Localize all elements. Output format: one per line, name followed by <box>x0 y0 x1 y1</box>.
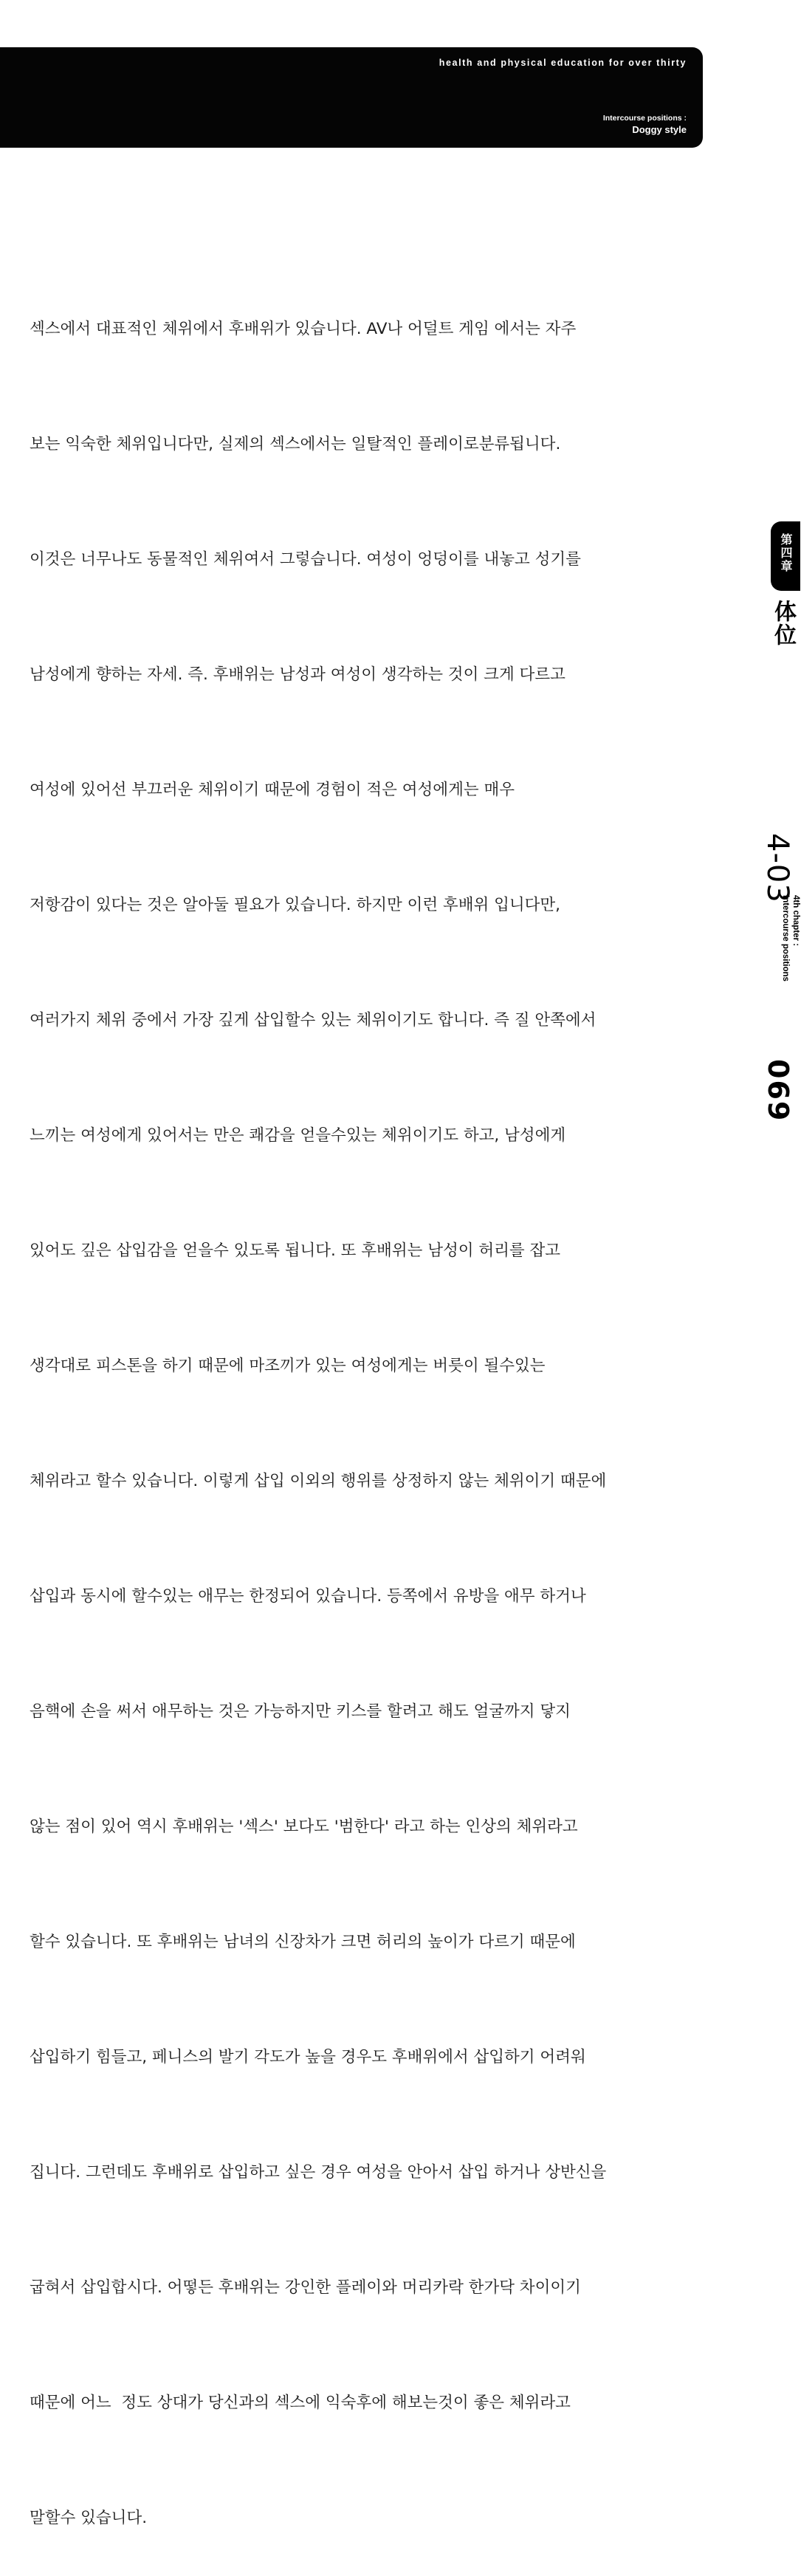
body-line: 삽입하기 힘들고, 페니스의 발기 각도가 높을 경우도 후배위에서 삽입하기 어려워 <box>30 2048 586 2066</box>
body-text <box>30 233 723 2576</box>
section-number: 4-03 <box>760 833 794 903</box>
body-line: 할수 있습니다. 또 후배위는 남녀의 신장차가 크면 허리의 높이가 다르기 때문에 <box>30 1933 576 1951</box>
body-line: 있어도 깊은 삽입감을 얻을수 있도록 됩니다. 또 후배위는 남성이 허리를 잡고 <box>30 1241 561 1260</box>
body-line: 말할수 있습니다. <box>30 2509 148 2527</box>
body-line: 체위라고 할수 있습니다. 이렇게 삽입 이외의 행위를 상정하지 않는 체위이기 때문에 <box>30 1472 607 1490</box>
body-line: 삽입과 동시에 할수있는 애무는 한정되어 있습니다. 등쪽에서 유방을 애무 하거나 <box>30 1587 586 1606</box>
section-heading-small: Intercourse positions : <box>602 114 687 123</box>
body-line: 굽혀서 삽입합시다. 어떻든 후배위는 강인한 플레이와 머리카락 한가닥 차이이기 <box>30 2278 581 2297</box>
chapter-tab-label: 第四章 <box>779 533 793 573</box>
section-heading <box>603 113 687 135</box>
section-heading-title: Doggy style <box>632 124 687 135</box>
series-title: health and physical education for over thirty <box>439 58 687 68</box>
body-line: 저항감이 있다는 것은 알아둘 필요가 있습니다. 하지만 이런 후배위 입니다만, <box>30 896 561 914</box>
body-line: 여러가지 체위 중에서 가장 깊게 삽입할수 있는 체위이기도 합니다. 즉 질 안쪽에서 <box>30 1011 597 1030</box>
body-line: 때문에 어느 정도 상대가 당신과의 섹스에 익숙후에 해보는것이 좋은 체위라고 <box>30 2394 571 2412</box>
body-line: 집니다. 그런데도 후배위로 삽입하고 싶은 경우 여성을 안아서 삽입 하거나 상반신을 <box>30 2163 607 2182</box>
body-line: 이것은 너무나도 동물적인 체위여서 그렇습니다. 여성이 엉덩이를 내놓고 성기를 <box>30 550 581 569</box>
page-number: 069 <box>762 1059 794 1123</box>
header-band <box>0 47 703 148</box>
body-line: 남성에게 향하는 자세. 즉. 후배위는 남성과 여성이 생각하는 것이 크게 다르고 <box>30 665 565 684</box>
chapter-title: 体位 <box>770 600 796 647</box>
body-line: 느끼는 여성에게 있어서는 만은 쾌감을 얻을수있는 체위이기도 하고, 남성에게 <box>30 1126 566 1145</box>
body-line: 생각대로 피스톤을 하기 때문에 마조끼가 있는 여성에게는 버릇이 될수있는 <box>30 1357 546 1375</box>
section-label-topic: Intercourse positions <box>781 895 790 982</box>
body-line: 여성에 있어선 부끄러운 체위이기 때문에 경험이 적은 여성에게는 매우 <box>30 781 515 799</box>
section-label <box>780 895 801 982</box>
body-line: 않는 점이 있어 역시 후배위는 '섹스' 보다도 '범한다' 라고 하는 인상의 체위라고 <box>30 1818 578 1836</box>
body-line: 음핵에 손을 써서 애무하는 것은 가능하지만 키스를 할려고 해도 얼굴까지 닿지 <box>30 1702 571 1721</box>
chapter-tab <box>771 521 800 591</box>
section-label-chapter: 4th chapter : <box>791 895 800 947</box>
body-line: 보는 익숙한 체위입니다만, 실제의 섹스에서는 일탈적인 플레이로분류됩니다. <box>30 435 561 453</box>
body-line: 섹스에서 대표적인 체위에서 후배위가 있습니다. AV나 어덜트 게임 에서는 자주 <box>30 320 577 338</box>
